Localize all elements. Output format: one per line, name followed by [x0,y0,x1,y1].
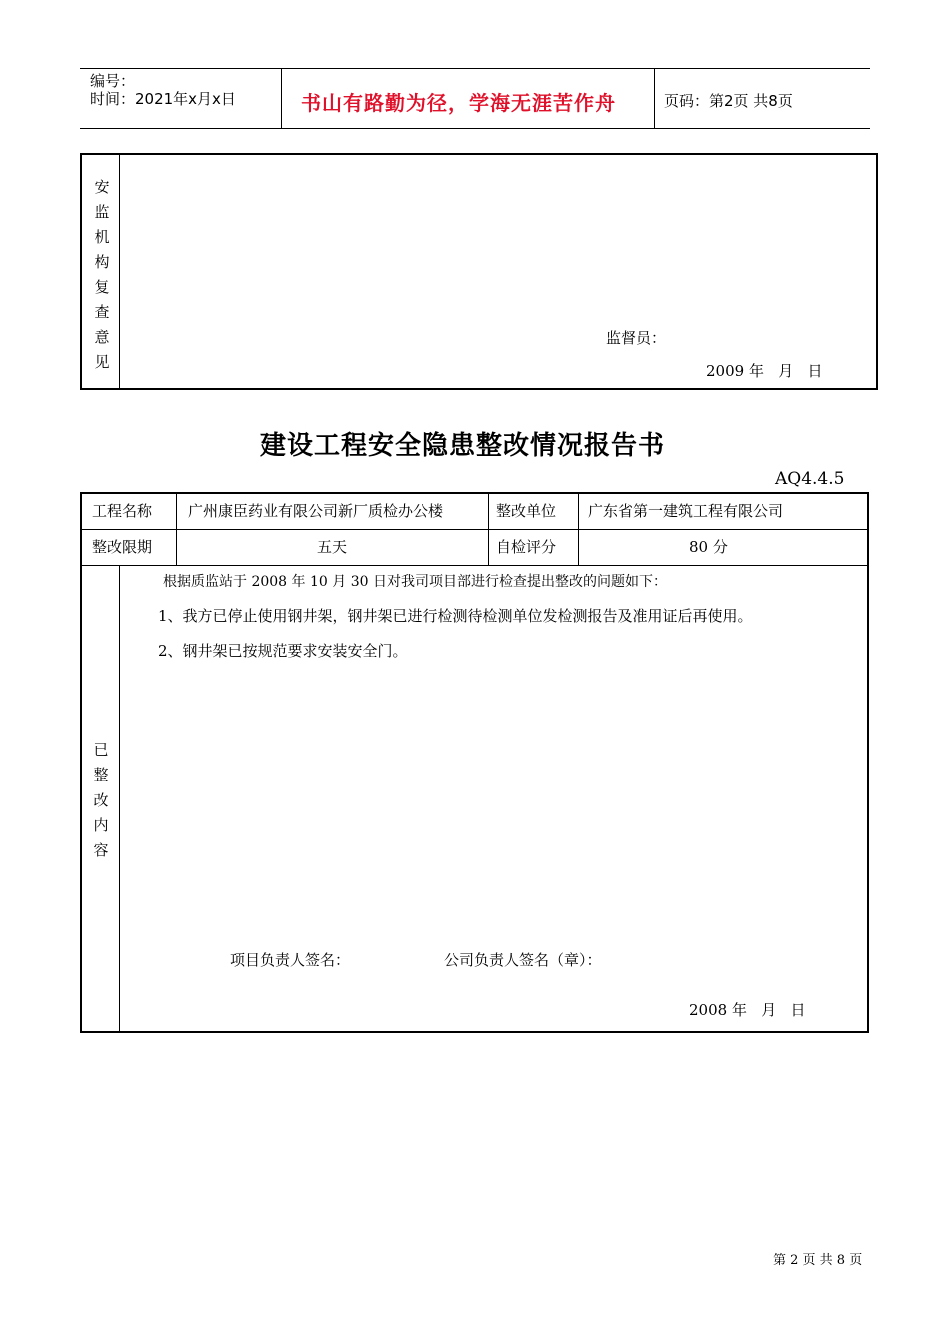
footer-page-number: 第 2 页 共 8 页 [773,1253,863,1268]
content-item-1: 1、我方已停止使用钢井架，钢井架已进行检测待检测单位发检测报告及准用证后再使用。 [158,607,753,625]
header-bottom-rule [80,128,870,129]
review-date: 2009 年 月 日 [706,362,823,380]
review-side-label: 安 监 机 构 复 查 意 见 [94,178,110,371]
col-rule-3 [578,494,579,566]
row2-bottom-rule [82,565,867,566]
header-number-label: 编号： [90,72,136,90]
review-box [80,153,878,390]
header-divider-left [281,68,282,129]
deadline-value: 五天 [317,538,348,556]
rectify-unit-value: 广东省第一建筑工程有限公司 [588,502,784,520]
company-leader-sign: 公司负责人签名（章）： [444,951,602,969]
project-name-label: 工程名称 [92,502,153,520]
header-divider-right [654,68,655,129]
self-score-label: 自检评分 [496,538,557,556]
row1-bottom-rule [82,529,867,530]
content-side-label: 已 整 改 内 容 [93,741,109,859]
report-table [80,492,869,1033]
content-intro: 根据质监站于 2008 年 10 月 30 日对我司项目部进行检查提出整改的问题如下： [163,574,667,590]
document-title: 建设工程安全隐患整改情况报告书 [260,431,666,461]
rectify-unit-label: 整改单位 [496,502,557,520]
header-time-label: 时间：2021年x月x日 [90,90,236,108]
col-rule-1 [176,494,177,566]
project-name-value: 广州康臣药业有限公司新厂质检办公楼 [188,502,444,520]
content-date: 2008 年 月 日 [689,1001,806,1019]
supervisor-label: 监督员： [606,329,667,347]
document-code: AQ4.4.5 [775,469,845,489]
content-side-rule [119,566,120,1031]
self-score-value: 80 分 [689,538,728,556]
header-page-label: 页码：第2页 共8页 [664,92,793,110]
content-item-2: 2、钢井架已按规范要求安装安全门。 [158,642,408,660]
header-top-rule [80,68,870,69]
col-rule-2 [488,494,489,566]
project-leader-sign: 项目负责人签名： [230,951,351,969]
review-box-divider [119,155,120,388]
header-motto: 书山有路勤为径，学海无涯苦作舟 [301,91,616,115]
deadline-label: 整改限期 [92,538,153,556]
